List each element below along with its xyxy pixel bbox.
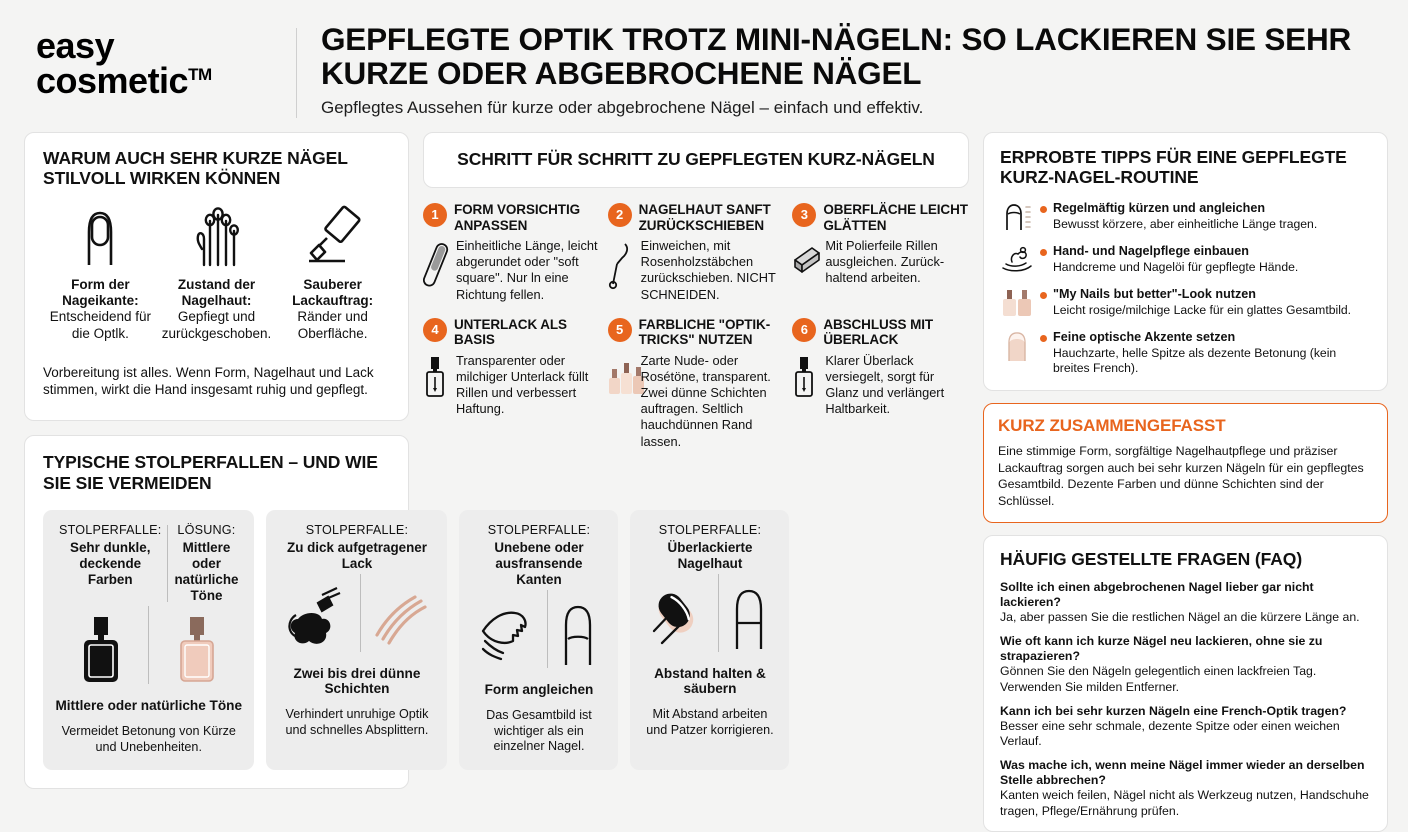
tip-bullet bbox=[1040, 292, 1047, 299]
step-title: NAGELHAUT SANFT ZURÜCKSCHIEBEN bbox=[638, 201, 771, 233]
step-header bbox=[608, 317, 785, 348]
tip-item bbox=[1000, 201, 1371, 233]
step-item bbox=[608, 202, 785, 303]
tip-description: Hauchzarte, helle Spitze als dezente Betonung (kein breites French). bbox=[1053, 345, 1337, 376]
pitfall-label: STOLPERFALLE: bbox=[658, 523, 762, 537]
pitfall-solution bbox=[168, 523, 244, 604]
faq-answer: Gönnen Sie den Nägeln gelegentlich einen lackfreien Tag. Verwenden Sie milden Entferner. bbox=[1000, 664, 1317, 694]
summary-text: Eine stimmige Form, sorgfältige Nagelhautpflege und präziser Lackauftrag sorgen auch bei sehr kurzen Nägeln für ein gepflegtes Gesamtbild. Dezente Farben und dünne Schichten sind der Schlüssel. bbox=[998, 444, 1364, 508]
step-body bbox=[608, 238, 785, 302]
step-item bbox=[423, 202, 600, 303]
why-text: Entscheidend für die Optlk. bbox=[49, 309, 152, 341]
tip-heading: Regelmäftig kürzen und angleichen bbox=[1053, 200, 1266, 215]
faq-item bbox=[1000, 580, 1371, 625]
tip-description: Bewusst körzere, aber einheitliche Länge tragen. bbox=[1053, 216, 1318, 231]
why-heading: Zustand der Nagelhaut: bbox=[177, 276, 256, 309]
pitfall-problem-text: Unebene oder ausfransende Kanten bbox=[494, 540, 584, 588]
why-card bbox=[24, 132, 409, 421]
why-text: Gepfiegt und zurückgeschoben. bbox=[161, 309, 272, 341]
two-bottles-icon bbox=[1000, 287, 1034, 319]
step-item bbox=[792, 202, 969, 303]
tip-text-group bbox=[1053, 244, 1371, 275]
tip-heading: Hand- und Nagelpflege einbauen bbox=[1053, 243, 1249, 258]
steps-header-card bbox=[423, 132, 969, 188]
step-body bbox=[608, 353, 785, 450]
faq-answer: Besser eine sehr schmale, dezente Spitze oder einen weichen Verlauf. bbox=[1000, 718, 1340, 749]
tip-bullet bbox=[1040, 206, 1047, 213]
step-item bbox=[792, 317, 969, 450]
steps-title: SCHRITT FÜR SCHRITT ZU GEPFLEGTEN KURZ-NÄGELN bbox=[457, 149, 935, 169]
why-heading: Sauberer Lackauftrag: bbox=[292, 276, 374, 309]
nude-polish-bottle-icon bbox=[149, 614, 244, 686]
three-bottles-icon bbox=[608, 353, 634, 450]
step-item bbox=[608, 317, 785, 450]
tip-item bbox=[1000, 330, 1371, 376]
page-title: GEPFLEGTE OPTIK TROTZ MINI-NÄGELN: SO LACKIEREN SIE SEHR KURZE ODER ABGEBROCHENE NÄGEL bbox=[321, 21, 1352, 92]
faq-answer: Ja, aber passen Sie die restlichen Nägel an die kürzere Länge an. bbox=[1000, 610, 1360, 625]
brand-logo bbox=[24, 16, 296, 102]
solution-label: LÖSUNG: bbox=[177, 523, 236, 537]
tip-text-group bbox=[1053, 201, 1371, 232]
step-body bbox=[792, 353, 969, 417]
pitfalls-title: TYPISCHE STOLPERFALLEN – UND WIE SIE SIE VERMEIDEN bbox=[43, 452, 378, 493]
faq-title: HÄUFIG GESTELLTE FRAGEN (FAQ) bbox=[1000, 549, 1303, 570]
step-number-badge: 1 bbox=[423, 203, 447, 227]
step-title: ABSCHLUSS MIT ÜBERLACK bbox=[823, 316, 934, 348]
tips-title: ERPROBTE TIPPS FÜR EINE GEPFLEGTE KURZ-NAGEL-ROUTINE bbox=[1000, 147, 1347, 187]
middle-column bbox=[423, 132, 969, 832]
brand-line-1: easy bbox=[36, 25, 115, 66]
faq-item bbox=[1000, 634, 1371, 694]
faq-question: Was mache ich, wenn meine Nägel immer wieder an derselben Stelle abbrechen? bbox=[1000, 758, 1365, 788]
step-text: Einheitliche Länge, leicht abgerundet oder "soft square". Nur ln eine Richtung fellen. bbox=[456, 238, 598, 302]
top-coat-bottle-icon bbox=[792, 353, 818, 417]
pitfalls-card bbox=[24, 435, 774, 789]
why-items bbox=[43, 207, 390, 342]
step-number-badge: 4 bbox=[423, 318, 447, 342]
step-header bbox=[423, 202, 600, 233]
tip-bullet bbox=[1040, 335, 1047, 342]
hand-nails-icon bbox=[162, 207, 272, 267]
pitfall-note: Mit Abstand arbeiten und Patzer korrigieren. bbox=[646, 707, 774, 737]
why-item bbox=[275, 207, 390, 342]
step-header bbox=[608, 202, 785, 233]
french-tip-nail-icon bbox=[1000, 330, 1034, 362]
content-columns bbox=[0, 132, 1408, 832]
step-title: FARBLICHE "OPTIK-TRICKS" NUTZEN bbox=[638, 316, 771, 348]
tip-item bbox=[1000, 244, 1371, 276]
step-title: FORM VORSICHTIG ANPASSEN bbox=[454, 201, 580, 233]
step-item bbox=[423, 317, 600, 450]
steps-grid bbox=[423, 202, 969, 450]
pitfall-label: STOLPERFALLE: bbox=[305, 523, 409, 537]
pitfall-problem-text: Überlackierte Nagelhaut bbox=[667, 540, 753, 572]
why-item bbox=[158, 207, 276, 342]
step-text: Einweichen, mit Rosenholzstäbchen zurückschieben. NICHT SCHNEIDEN. bbox=[640, 238, 776, 302]
pitfall-headers bbox=[276, 523, 437, 572]
nail-outline-icon bbox=[47, 207, 154, 267]
pitfall-label: STOLPERFALLE: bbox=[59, 523, 162, 537]
solution-text: Mittlere oder natürliche Töne bbox=[174, 540, 239, 604]
step-title: OBERFLÄCHE LEICHT GLÄTTEN bbox=[823, 201, 968, 233]
pitfalls-grid bbox=[43, 510, 774, 770]
step-body bbox=[792, 238, 969, 286]
buffer-block-icon bbox=[792, 238, 818, 286]
pitfall-label: STOLPERFALLE: bbox=[487, 523, 591, 537]
step-body bbox=[423, 238, 600, 302]
why-footer: Vorbereitung ist alles. Wenn Form, Nagelhaut und Lack stimmen, wirkt die Hand insgesamt ruhig und gepflegt. bbox=[43, 365, 374, 398]
why-title: WARUM AUCH SEHR KURZE NÄGEL STILVOLL WIRKEN KÖNNEN bbox=[43, 148, 348, 188]
step-number-badge: 2 bbox=[608, 203, 632, 227]
faq-card bbox=[983, 535, 1388, 832]
polish-blob-icon bbox=[276, 582, 360, 654]
tip-heading: Feine optische Akzente setzen bbox=[1053, 329, 1236, 344]
step-text: Zarte Nude- oder Rosétöne, transparent. Zwei dünne Schichten auftragen. Seltlich hauchdünnen Rand lassen. bbox=[640, 353, 771, 449]
step-text: Klarer Überlack versiegelt, sorgt für Glanz und verlängert Haltbarkeit. bbox=[825, 353, 945, 417]
step-number-badge: 6 bbox=[792, 318, 816, 342]
tip-text-group bbox=[1053, 287, 1371, 318]
faq-question: Sollte ich einen abgebrochenen Nagel lieber gar nicht lackieren? bbox=[1000, 580, 1314, 610]
pitfall-solution-title: Zwei bis drei dünne Schichten bbox=[293, 666, 421, 697]
tip-text-group bbox=[1053, 330, 1371, 376]
trademark-symbol: TM bbox=[188, 65, 212, 85]
tips-list bbox=[1000, 201, 1371, 376]
pitfall-solution-title: Form angleichen bbox=[484, 682, 594, 698]
header-text bbox=[321, 16, 1384, 118]
step-header bbox=[792, 317, 969, 348]
tip-item bbox=[1000, 287, 1371, 319]
pitfall-card bbox=[266, 510, 447, 770]
pitfall-problem bbox=[276, 523, 437, 572]
pitfall-note: Das Gesamtbild ist wichtiger als ein einzelner Nagel. bbox=[486, 708, 592, 754]
tip-heading: "My Nails but better"-Look nutzen bbox=[1053, 286, 1256, 301]
step-title: UNTERLACK ALS BASIS bbox=[454, 316, 567, 348]
pitfall-solution-title: Mittlere oder natürliche Töne bbox=[55, 698, 243, 714]
step-number-badge: 5 bbox=[608, 318, 632, 342]
nail-measure-icon bbox=[1000, 201, 1034, 233]
tip-description: Handcreme und Nagelöi für gepflegte Hände. bbox=[1053, 259, 1299, 274]
pitfall-artwork bbox=[53, 604, 244, 686]
step-number-badge: 3 bbox=[792, 203, 816, 227]
step-header bbox=[792, 202, 969, 233]
pitfall-artwork bbox=[276, 572, 437, 654]
header-divider bbox=[296, 28, 297, 118]
pitfall-headers bbox=[53, 523, 244, 604]
pitfall-problem-text: Sehr dunkle, deckende Farben bbox=[70, 540, 151, 588]
faq-item bbox=[1000, 704, 1371, 749]
page-subtitle: Gepflegtes Aussehen für kurze oder abgebrochene Nägel – einfach und effektiv. bbox=[321, 98, 924, 118]
faq-answer: Kanten weich feilen, Nägel nicht als Werkzeug nutzen, Handschuhe tragen, Pflege/Ernährung prüfen. bbox=[1000, 788, 1369, 818]
brand-line-2 bbox=[36, 60, 296, 102]
why-heading: Form der Nageikante: bbox=[62, 276, 139, 309]
summary-title: KURZ ZUSAMMENGEFASST bbox=[998, 416, 1226, 436]
pitfall-problem-text: Zu dick aufgetragener Lack bbox=[287, 540, 427, 572]
pitfall-note: Verhindert unruhige Optik und schnelles Absplittern. bbox=[285, 707, 429, 737]
tip-description: Leicht rosige/milchige Lacke für ein glattes Gesamtbild. bbox=[1053, 302, 1352, 317]
brand-word: cosmetic bbox=[36, 60, 189, 102]
base-coat-bottle-icon bbox=[423, 353, 449, 417]
page-header bbox=[0, 0, 1408, 132]
pitfall-solution-title: Abstand halten & säubern bbox=[654, 666, 766, 697]
pitfall-note: Vermeidet Betonung von Kürze und Unebenheiten. bbox=[61, 724, 236, 754]
black-polish-bottle-icon bbox=[53, 614, 148, 686]
tips-card bbox=[983, 132, 1388, 391]
pitfall-card bbox=[43, 510, 254, 770]
polish-brush-icon bbox=[279, 207, 386, 267]
faq-question: Kann ich bei sehr kurzen Nägeln eine French-Optik tragen? bbox=[1000, 703, 1347, 718]
step-text: Transparenter oder milchiger Unterlack füllt Rillen und verbessert Haftung. bbox=[456, 353, 589, 417]
step-text: Mit Polierfeile Rillen ausgleichen. Zurück-haltend arbeiten. bbox=[825, 238, 945, 286]
nail-file-icon bbox=[423, 238, 449, 302]
faq-item bbox=[1000, 758, 1371, 818]
faq-list bbox=[1000, 580, 1371, 819]
faq-question: Wie oft kann ich kurze Nägel neu lackieren, ohne sie zu strapazieren? bbox=[1000, 634, 1323, 664]
cuticle-stick-icon bbox=[608, 238, 634, 302]
hand-cream-icon bbox=[1000, 244, 1034, 276]
right-column bbox=[983, 132, 1388, 832]
why-item bbox=[43, 207, 158, 342]
why-text: Ränder und Oberfläche. bbox=[297, 309, 368, 341]
pitfall-problem bbox=[53, 523, 167, 604]
step-header bbox=[423, 317, 600, 348]
step-body bbox=[423, 353, 600, 417]
summary-card bbox=[983, 403, 1388, 523]
tip-bullet bbox=[1040, 249, 1047, 256]
